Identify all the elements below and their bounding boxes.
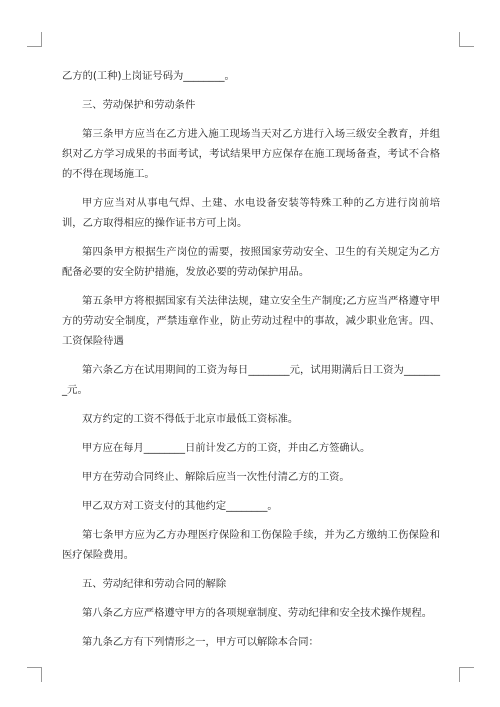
paragraph-article-3: 第三条甲方应当在乙方进入施工现场当天对乙方进行入场三级安全教育，并组织对乙方学习成果的书面考试，考试结果甲方应保存在施工现场备查，考试不合格的不得在现场施工。 — [62, 128, 440, 180]
crop-mark-top-right — [459, 32, 474, 47]
paragraph-other-agreements: 甲乙双方对工资支付的其他约定________。 — [82, 500, 278, 512]
section-heading-labor-protection: 三、劳动保护和劳动条件 — [82, 99, 196, 111]
paragraph-monthly-pay: 甲方应在每月________日前计发乙方的工资，并由乙方签确认。 — [82, 442, 371, 454]
paragraph-article-6: 第六条乙方在试用期间的工资为每日________元，试用期满后日工资为________元。 — [62, 364, 440, 396]
crop-mark-bottom-left — [27, 667, 42, 682]
document-body — [62, 66, 440, 661]
paragraph-special-training: 甲方应当对从事电气焊、土建、水电设备安装等特殊工种的乙方进行岗前培训，乙方取得相应的操作证书方可上岗。 — [62, 197, 440, 229]
paragraph-minimum-wage: 双方约定的工资不得低于北京市最低工资标准。 — [82, 413, 299, 425]
paragraph-article-8: 第八条乙方应严格遵守甲方的各项规章制度、劳动纪律和安全技术操作规程。 — [82, 607, 433, 619]
paragraph-final-payment: 甲方在劳动合同终止、解除后应当一次性付清乙方的工资。 — [82, 471, 350, 483]
section-heading-discipline: 五、劳动纪律和劳动合同的解除 — [82, 578, 227, 590]
paragraph-article-5: 第五条甲方将根据国家有关法律法规，建立安全生产制度;乙方应当严格遵守甲方的劳动安全制度，严禁违章作业，防止劳动过程中的事故，减少职业危害。四、工资保险待遇 — [62, 295, 440, 347]
crop-mark-bottom-right — [459, 667, 474, 682]
paragraph-certificate-number: 乙方的(工种)上岗证号码为________。 — [62, 70, 235, 82]
paragraph-article-4: 第四条甲方根据生产岗位的需要，按照国家劳动安全、卫生的有关规定为乙方配备必要的安全防护措施，发放必要的劳动保护用品。 — [62, 246, 440, 278]
paragraph-article-9: 第九条乙方有下列情形之一，甲方可以解除本合同： — [82, 636, 319, 648]
crop-mark-top-left — [27, 32, 42, 47]
paragraph-article-7: 第七条甲方应为乙方办理医疗保险和工伤保险手续，并为乙方缴纳工伤保险和医疗保险费用。 — [62, 529, 440, 561]
